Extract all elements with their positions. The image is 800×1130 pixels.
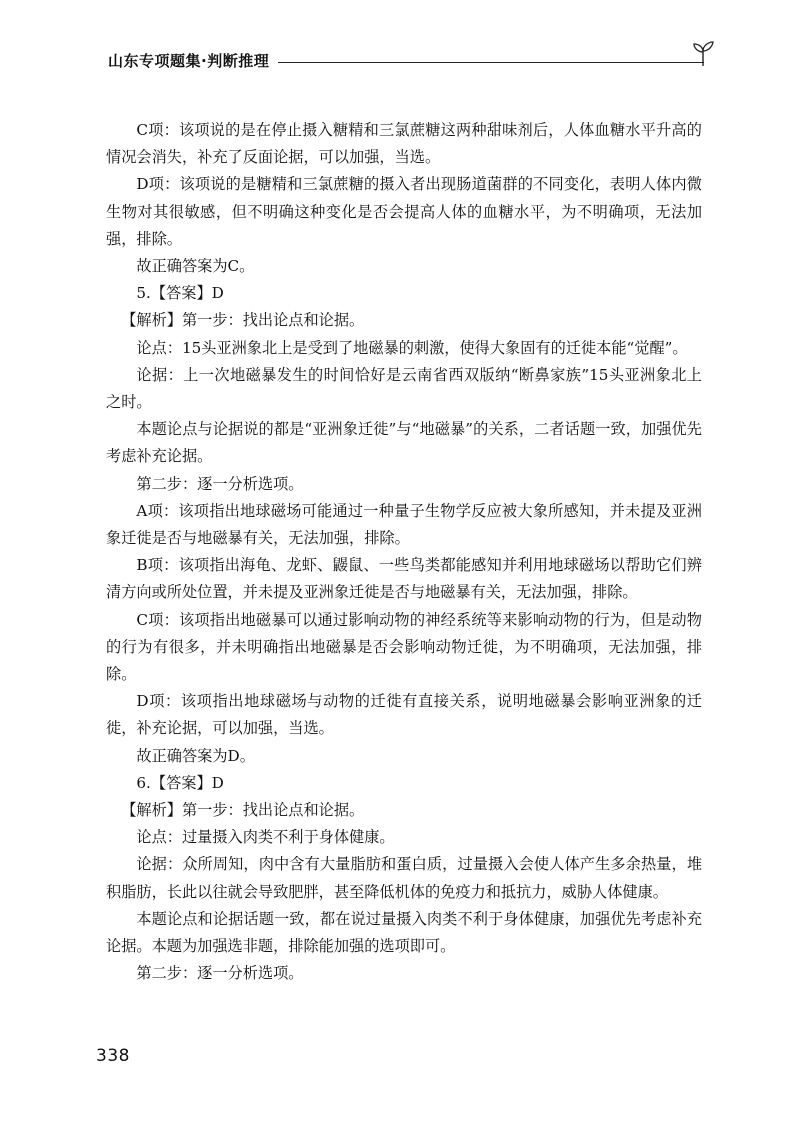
analysis-step1-q6: 【解析】第一步：找出论点和论据。 bbox=[121, 801, 365, 820]
argument-q5: 论点：15头亚洲象北上是受到了地磁暴的刺激，使得大象固有的迁徙本能“觉醒”。 bbox=[136, 338, 688, 357]
option-d-analysis-q4: D项：该项说的是糖精和三氯蔗糖的摄入者出现肠道菌群的不同变化，表明人体内微生物对其很敏感，但不明确这种变化是否会提高人体的血糖水平，为不明确项，无法加强，排除。 bbox=[106, 175, 702, 248]
main-text bbox=[106, 117, 702, 988]
argument-q6: 论点：过量摄入肉类不利于身体健康。 bbox=[136, 828, 395, 847]
analysis-step1-q5: 【解析】第一步：找出论点和论据。 bbox=[121, 311, 365, 330]
option-b-analysis-q5: B项：该项指出海龟、龙虾、鼹鼠、一些鸟类都能感知并利用地球磁场以帮助它们辨清方向或所处位置，并未提及亚洲象迁徙是否与地磁暴有关，无法加强，排除。 bbox=[106, 556, 702, 602]
option-c-analysis-q4: C项：该项说的是在停止摄入糖精和三氯蔗糖这两种甜味剂后，人体血糖水平升高的情况会消失，补充了反面论据，可以加强，当选。 bbox=[106, 121, 702, 167]
evidence-q6: 论据：众所周知，肉中含有大量脂肪和蛋白质，过量摄入会使人体产生多余热量，堆积脂肪，长此以往就会导致肥胖，甚至降低机体的免疫力和抵抗力，威胁人体健康。 bbox=[106, 855, 702, 901]
relation-q6: 本题论点和论据话题一致，都在说过量摄入肉类不利于身体健康，加强优先考虑补充论据。本题为加强选非题，排除能加强的选项即可。 bbox=[106, 909, 702, 956]
step2-q5: 第二步：逐一分析选项。 bbox=[136, 474, 304, 493]
answer-q5: 5.【答案】D bbox=[136, 284, 224, 303]
conclusion-q4: 故正确答案为C。 bbox=[136, 257, 255, 276]
answer-q6: 6.【答案】D bbox=[136, 773, 224, 792]
sprout-icon bbox=[688, 38, 718, 68]
running-header bbox=[108, 50, 718, 74]
relation-q5: 本题论点与论据说的都是“亚洲象迁徙”与“地磁暴”的关系，二者话题一致，加强优先考虑补充论据。 bbox=[106, 420, 702, 466]
option-a-analysis-q5: A项：该项指出地球磁场可能通过一种量子生物学反应被大象所感知，并未提及亚洲象迁徙是否与地磁暴有关，无法加强，排除。 bbox=[106, 501, 702, 548]
evidence-q5: 论据：上一次地磁暴发生的时间恰好是云南省西双版纳“断鼻家族”15头亚洲象北上之时。 bbox=[106, 365, 702, 412]
page-number: 338 bbox=[96, 1046, 130, 1066]
option-d-analysis-q5: D项：该项指出地球磁场与动物的迁徙有直接关系，说明地磁暴会影响亚洲象的迁徙，补充论据，可以加强，当选。 bbox=[106, 692, 702, 738]
step2-q6: 第二步：逐一分析选项。 bbox=[136, 964, 304, 983]
conclusion-q5: 故正确答案为D。 bbox=[136, 746, 255, 765]
book-title: 山东专项题集·判断推理 bbox=[108, 52, 270, 70]
option-c-analysis-q5: C项：该项指出地磁暴可以通过影响动物的神经系统等来影响动物的行为，但是动物的行为有很多，并未明确指出地磁暴是否会影响动物迁徙，为不明确项，无法加强，排除。 bbox=[106, 610, 702, 684]
header-rule bbox=[278, 62, 704, 63]
